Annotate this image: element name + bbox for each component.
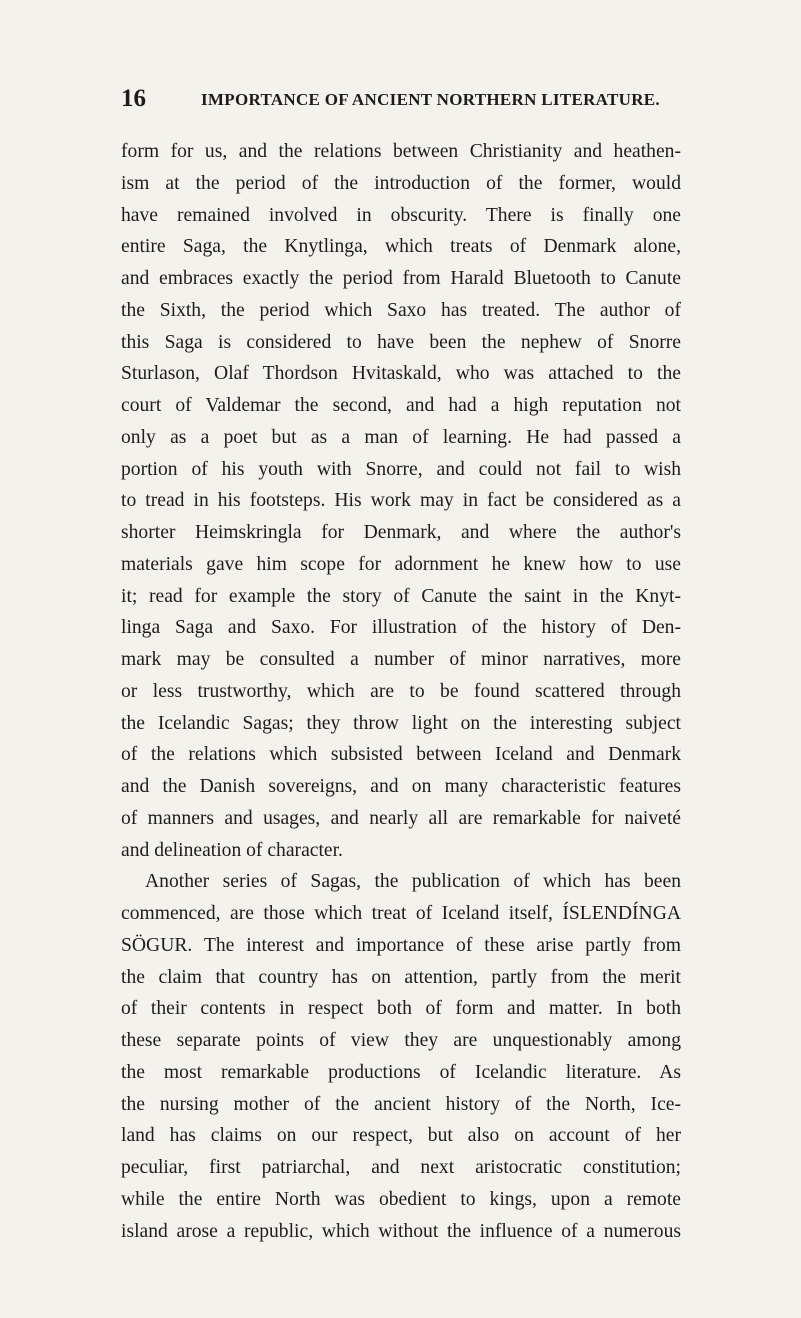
text-line: form for us, and the relations between Christianity and heathen- [121, 141, 681, 162]
text-line: ism at the period of the introduction of the former, would [121, 172, 681, 194]
text-line: the Sixth, the period which Saxo has treated. The author of [121, 299, 681, 321]
text-line: have remained involved in obscurity. There is finally one [121, 204, 681, 226]
text-line: Another series of Sagas, the publication of which has been [145, 871, 681, 893]
text-line: Sturlason, Olaf Thordson Hvitaskald, who was attached to the [121, 363, 681, 385]
text-line: peculiar, first patriarchal, and next aristocratic constitution; [121, 1157, 681, 1178]
text-line: it; read for example the story of Canute the saint in the Knyt- [121, 585, 681, 607]
text-line: to tread in his footsteps. His work may in fact be considered as a [121, 490, 681, 512]
text-line: only as a poet but as a man of learning. He had passed a [121, 426, 681, 448]
text-line: court of Valdemar the second, and had a high reputation not [121, 395, 681, 416]
text-line: and embraces exactly the period from Harald Bluetooth to Canute [121, 268, 681, 289]
running-title: IMPORTANCE OF ANCIENT NORTHERN LITERATURE. [201, 90, 660, 109]
text-line: entire Saga, the Knytlinga, which treats of Denmark alone, [121, 236, 681, 258]
text-line: SÖGUR. The interest and importance of these arise partly from [121, 934, 681, 956]
text-line: portion of his youth with Snorre, and could not fail to wish [121, 458, 681, 480]
text-line: shorter Heimskringla for Denmark, and where the author's [121, 522, 681, 543]
text-line: or less trustworthy, which are to be found scattered through [121, 680, 681, 702]
text-line: of manners and usages, and nearly all are remarkable for naiveté [121, 807, 681, 829]
page-number: 16 [121, 85, 146, 112]
page-header [121, 84, 681, 114]
text-line: the Icelandic Sagas; they throw light on the interesting subject [121, 712, 681, 734]
text-line: island arose a republic, which without the influence of a numerous [121, 1220, 681, 1242]
body-text [121, 136, 681, 1247]
text-line: commenced, are those which treat of Iceland itself, ÍSLENDÍNGA [121, 903, 681, 924]
text-line: this Saga is considered to have been the nephew of Snorre [121, 331, 681, 353]
text-line: the nursing mother of the ancient history of the North, Ice- [121, 1093, 681, 1115]
text-line: and delineation of character. [121, 839, 343, 861]
text-line: while the entire North was obedient to kings, upon a remote [121, 1188, 681, 1210]
text-line: and the Danish sovereigns, and on many characteristic features [121, 776, 681, 797]
text-line: materials gave him scope for adornment he knew how to use [121, 553, 681, 575]
text-line: mark may be consulted a number of minor narratives, more [121, 649, 681, 670]
text-line: of the relations which subsisted between Iceland and Denmark [121, 744, 681, 766]
text-line: of their contents in respect both of form and matter. In both [121, 998, 681, 1020]
text-line: land has claims on our respect, but also on account of her [121, 1125, 681, 1147]
text-line: the claim that country has on attention, partly from the merit [121, 966, 681, 988]
text-line: linga Saga and Saxo. For illustration of the history of Den- [121, 617, 681, 639]
text-line: the most remarkable productions of Icelandic literature. As [121, 1061, 681, 1083]
text-line: these separate points of view they are unquestionably among [121, 1030, 681, 1051]
